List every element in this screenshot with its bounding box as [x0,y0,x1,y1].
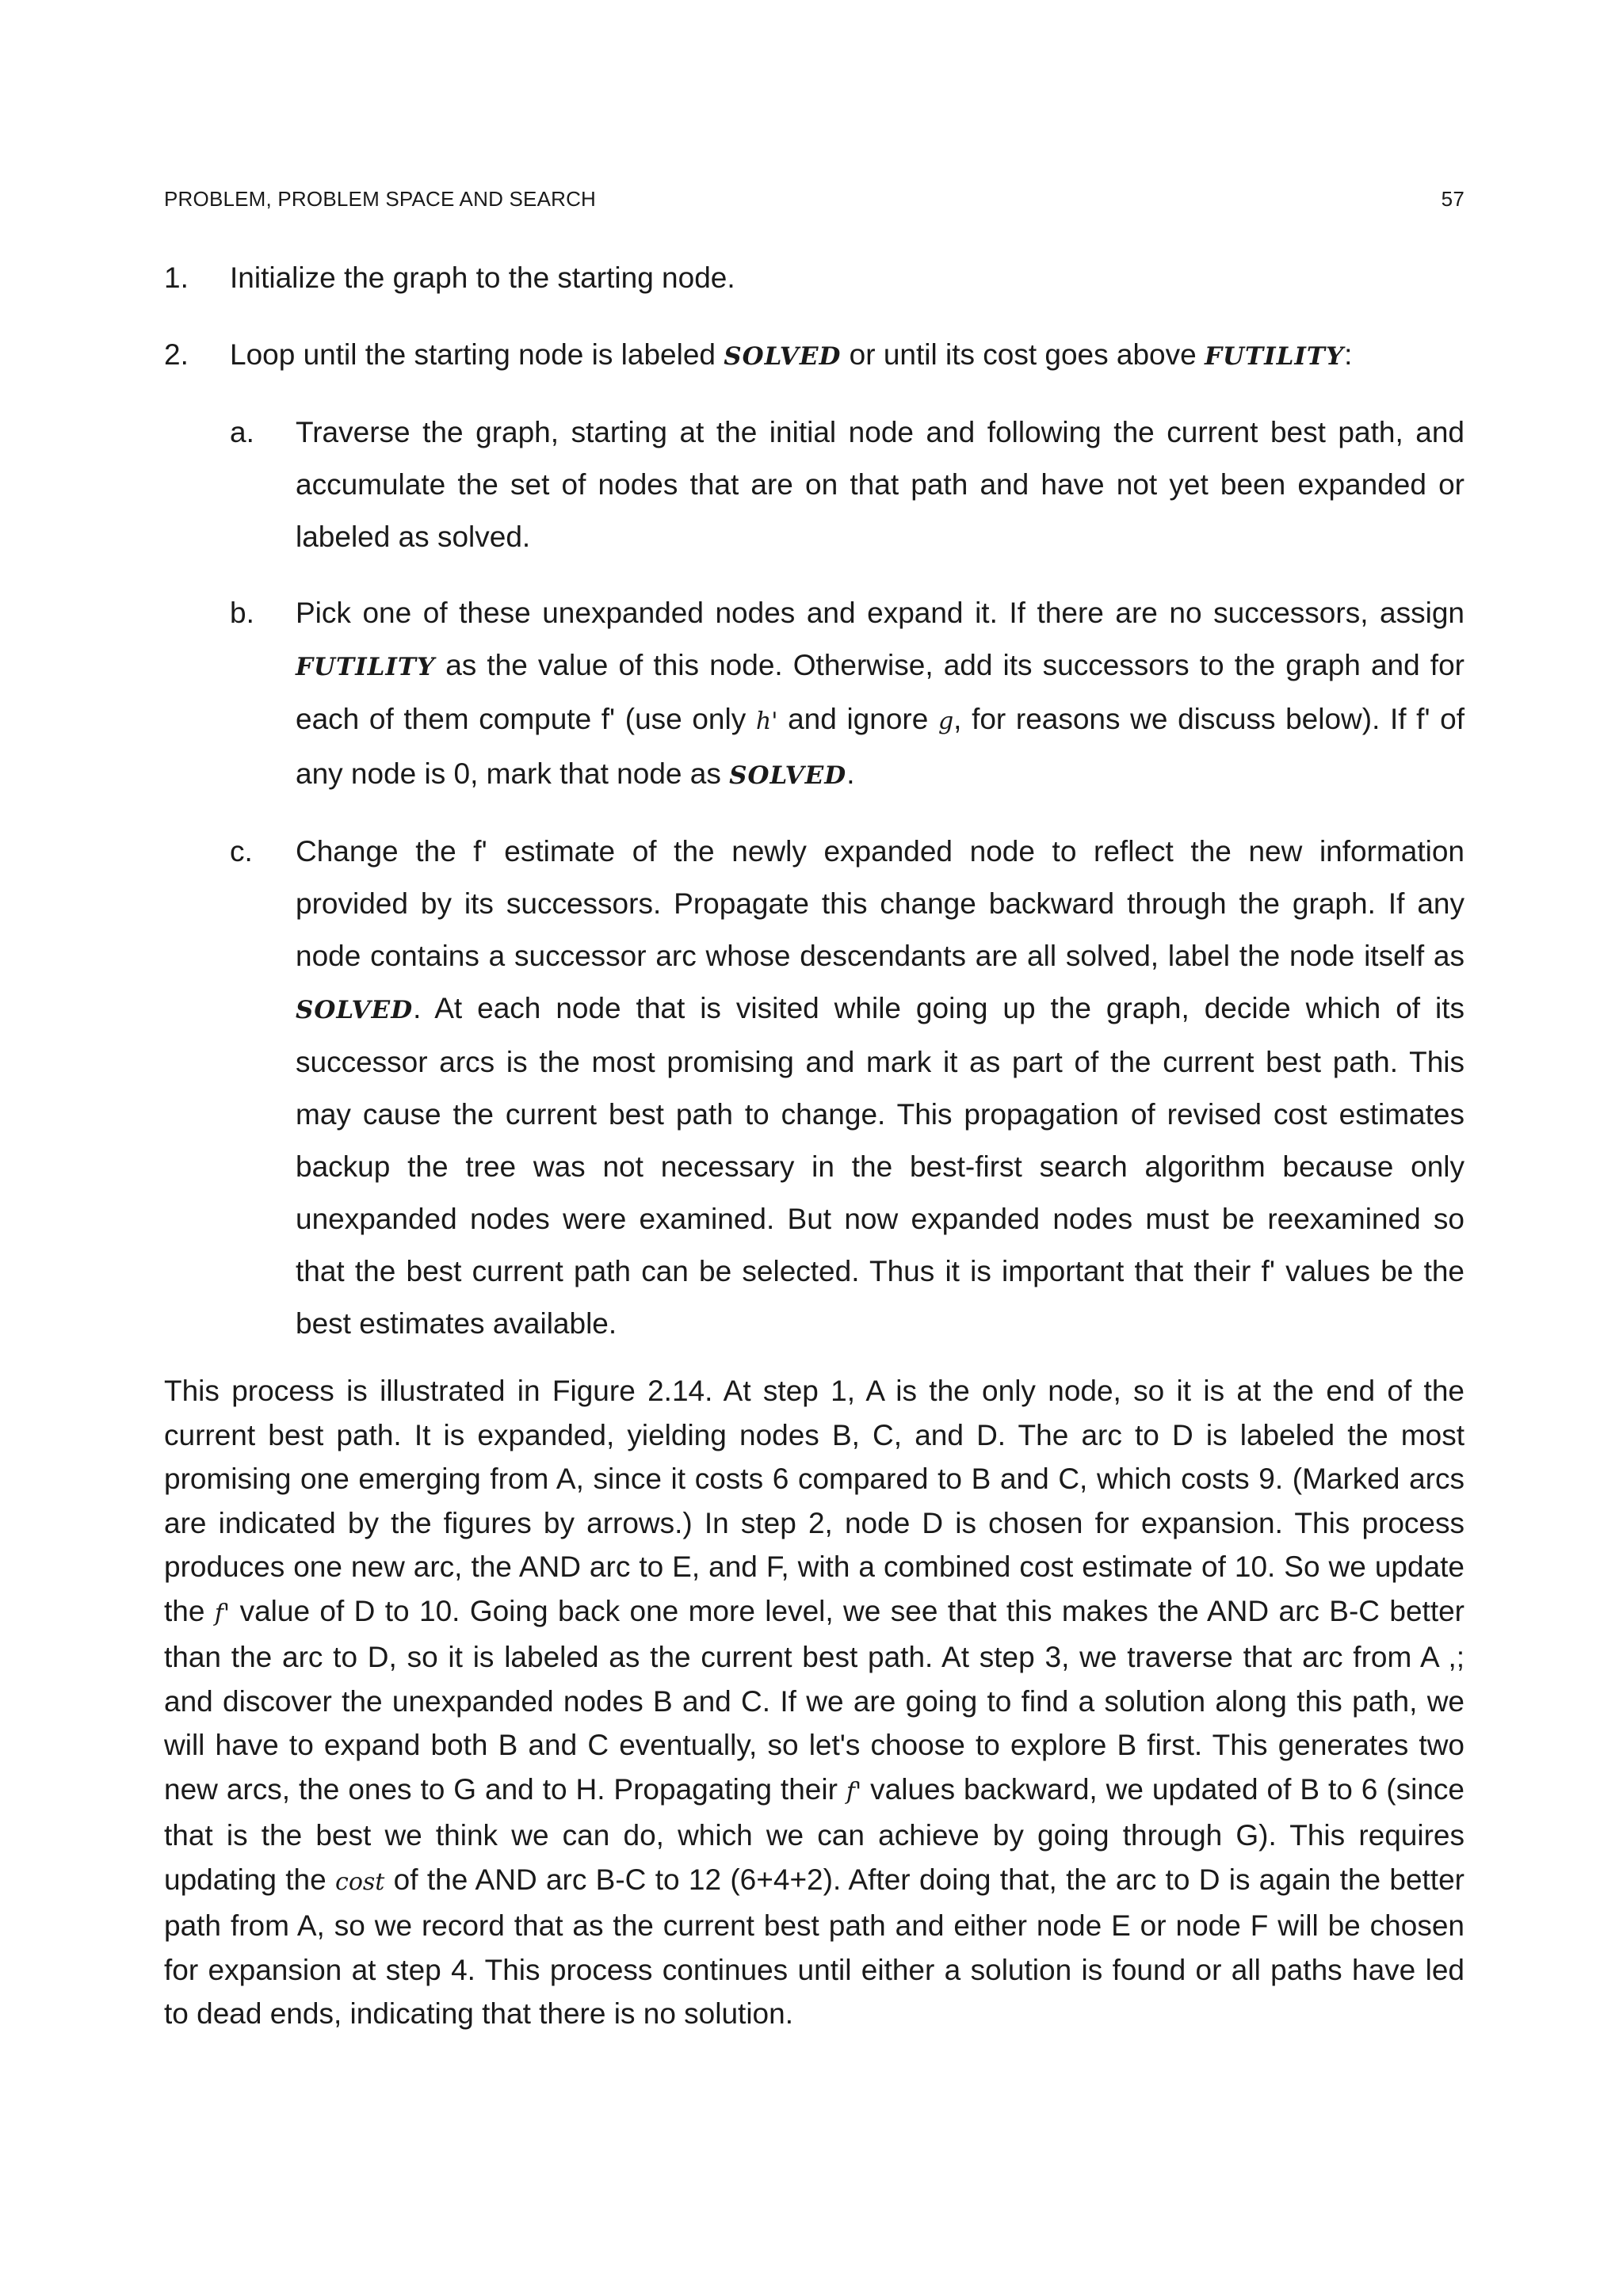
page-header [164,187,1465,219]
step-text [230,329,1465,383]
substep-text-part: . At each node that is visited while going up the graph, decide which of its successor arcs is the most promising and mark it as part of the current best path. This may cause the current best path to change. This propagation of revised cost estimates backup the tree was not necessary in the best-first search algorithm because only unexpanded nodes were examined. But now expanded nodes must be reexamined so that the best current path can be selected. Thus it is important that their f' values be the best estimates available. [296,992,1465,1340]
term-h-prime: h' [755,707,778,735]
substep-letter: b. [230,597,254,629]
step-text: Initialize the graph to the starting node. [230,261,735,294]
term-solved: SOLVED [296,996,414,1024]
substep-text [296,826,1465,1350]
paragraph-text-part: of the AND arc B-C to 12 (6+4+2). After doing that, the arc to D is again the better path from A, so we record that as the current best path and either node E or node F will be chosen for expansion at step 4. This process continues until either a solution is found or all paths have led to dead ends, indicating that there is no solution. [164,1863,1465,2030]
page-number: 57 [1441,187,1465,211]
substep-text-part: as the value of this node. Otherwise, add its successors to the graph and for each of them compute f' (use only [296,649,1465,735]
step-number: 1. [164,261,189,294]
substep-text-part: Pick one of these unexpanded nodes and expand it. If there are no successors, assign [296,597,1465,629]
substep-letter: c. [230,835,253,868]
substep-letter: a. [230,416,254,448]
substep-text-part: and ignore [777,703,938,735]
paragraph-text-part: value of D to 10. Going back one more level, we see that this makes the AND arc B-C better than the arc to D, so it is labeled as the current best path. At step 3, we traverse that arc from A ,; and discover the unexpanded nodes B and C. If we are going to find a solution along this path, we will have to expand both B and C eventually, so let's choose to explore B first. This generates two new arcs, the ones to G and to H. Propagating their [164,1594,1465,1806]
paragraph-text-part: This process is illustrated in Figure 2.14. At step 1, A is the only node, so it is at the end of the current best path. It is expanded, yielding nodes B, C, and D. The arc to D is labeled the most promising one emerging from A, since it costs 6 compared to B and C, which costs 9. (Marked arcs are indicated by the figures by arrows.) In step 2, node D is chosen for expansion. This process produces one new arc, the AND arc to E, and F, with a combined cost estimate of 10. So we update the [164,1375,1465,1627]
term-solved: SOLVED [729,761,847,790]
substep-text-part: Change the f' estimate of the newly expanded node to reflect the new information provided by its successors. Propagate this change backward through the graph. If any node contains a successor arc whose descendants are all solved, label the node itself as [296,835,1465,972]
term-f-prime: f' [846,1777,862,1806]
substep-text [296,587,1465,802]
running-title: PROBLEM, PROBLEM SPACE AND SEARCH [164,187,597,211]
substep-text: Traverse the graph, starting at the initial node and following the current best path, and accumulate the set of nodes that are on that path and have not yet been expanded or labeled as solved. [296,416,1465,553]
term-cost: cost [335,1867,385,1896]
step-text-part: Loop until the starting node is labeled [230,338,724,371]
term-futility: FUTILITY [296,653,436,681]
step-text-part: or until its cost goes above [841,338,1205,371]
term-solved: SOLVED [724,342,842,371]
step-number: 2. [164,338,189,371]
substep-text-part: , for reasons we discuss below). If f' of any node is 0, mark that node as [296,703,1465,790]
term-f-prime: f' [214,1599,231,1627]
explanation-paragraph [164,1369,1465,2036]
step-text-part: : [1344,338,1353,371]
term-g: g [938,707,954,735]
substep-text-part: . [846,757,855,790]
term-futility: FUTILITY [1205,342,1345,371]
paragraph-text-part: values backward, we updated of B to 6 (since that is the best we think we can do, which we can achieve by going through G). This requires updating the [164,1772,1465,1896]
